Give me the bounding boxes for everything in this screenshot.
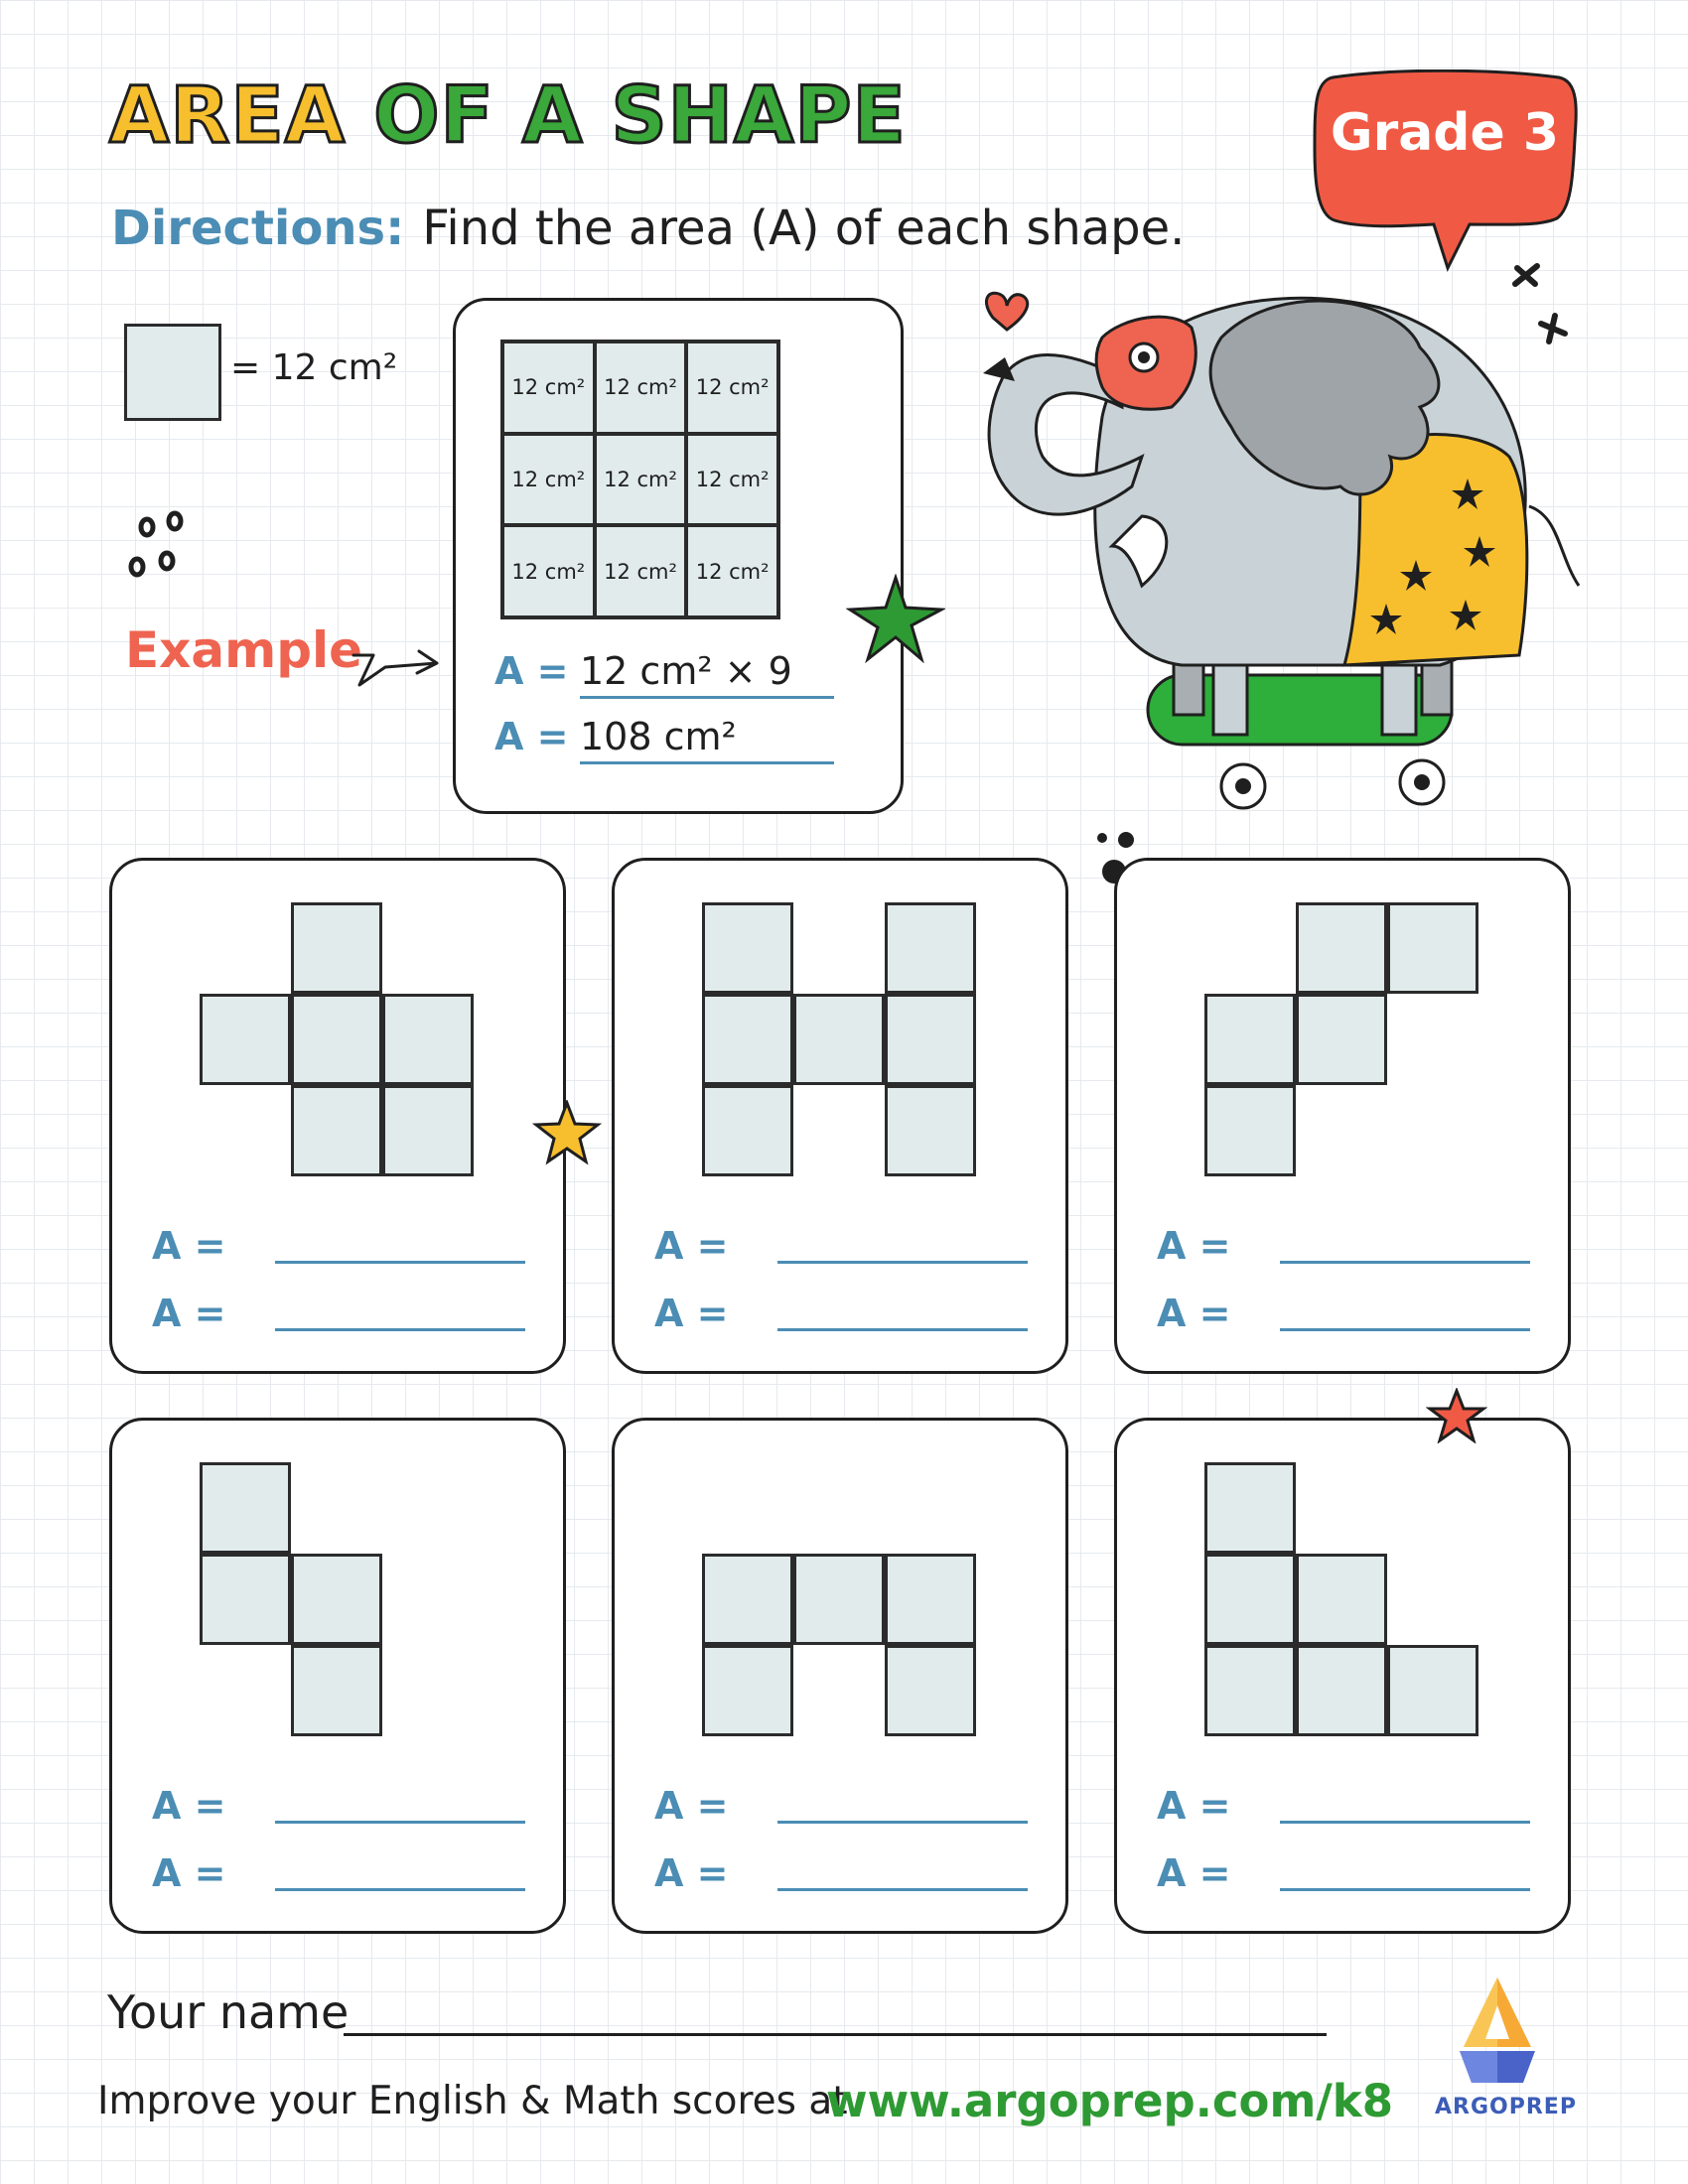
yellow-star-icon [532, 1100, 602, 1165]
speech-bubble-icon [1311, 69, 1579, 278]
shape-card-2 [612, 858, 1068, 1374]
shape-card-6 [1114, 1418, 1571, 1934]
answer-line[interactable] [1157, 1292, 1530, 1335]
answer-line[interactable] [1157, 1851, 1530, 1895]
dots-decoration-icon [117, 501, 197, 581]
answer-prefix: A = [1157, 1851, 1231, 1895]
legend-value: = 12 cm² [230, 347, 398, 388]
arrow-icon [346, 633, 445, 693]
page-title [109, 71, 907, 161]
red-star-icon [1426, 1388, 1487, 1443]
answer-prefix: A = [152, 1784, 226, 1828]
shape-card-3 [1114, 858, 1571, 1374]
example-line-2 [494, 715, 834, 758]
example-cell: 12 cm² [686, 434, 778, 526]
example-cell: 12 cm² [686, 525, 778, 617]
example-line-1-prefix: A = [494, 649, 569, 693]
answer-prefix: A = [1157, 1224, 1231, 1268]
answer-prefix: A = [152, 1851, 226, 1895]
example-cell: 12 cm² [595, 434, 687, 526]
answer-line[interactable] [1157, 1224, 1530, 1268]
example-cell: 12 cm² [595, 341, 687, 434]
elephant-illustration [923, 258, 1618, 814]
answer-prefix: A = [1157, 1292, 1231, 1335]
shape-card-4 [109, 1418, 566, 1934]
title-word-area: AREA [109, 71, 347, 161]
answer-prefix: A = [654, 1292, 729, 1335]
example-line-1 [494, 649, 834, 693]
answer-prefix: A = [152, 1224, 226, 1268]
example-cell: 12 cm² [595, 525, 687, 617]
answer-line[interactable] [152, 1292, 525, 1335]
grade-badge [1311, 69, 1579, 278]
grade-label: Grade 3 [1330, 103, 1560, 163]
answer-line[interactable] [1157, 1784, 1530, 1828]
name-label: Your name [107, 1985, 350, 2039]
answer-line[interactable] [152, 1851, 525, 1895]
example-line-2-value: 108 cm² [580, 715, 737, 758]
answer-line[interactable] [152, 1784, 525, 1828]
example-cell: 12 cm² [686, 341, 778, 434]
example-label: Example [125, 621, 363, 679]
example-cell: 12 cm² [502, 525, 595, 617]
answer-line[interactable] [654, 1784, 1028, 1828]
name-input-line[interactable] [344, 2033, 1327, 2036]
directions-text: Find the area (A) of each shape. [422, 201, 1186, 256]
answer-prefix: A = [152, 1292, 226, 1335]
answer-line[interactable] [654, 1224, 1028, 1268]
website-link[interactable]: www.argoprep.com/k8 [826, 2075, 1394, 2127]
brand-name: ARGOPREP [1435, 2095, 1577, 2119]
answer-prefix: A = [654, 1784, 729, 1828]
legend-square [124, 324, 221, 421]
answer-prefix: A = [1157, 1784, 1231, 1828]
directions [111, 201, 1185, 256]
example-cell: 12 cm² [502, 341, 595, 434]
title-word-of-a-shape: OF A SHAPE [373, 71, 907, 161]
example-grid [500, 340, 780, 619]
improve-text: Improve your English & Math scores at [97, 2079, 848, 2123]
directions-label: Directions: [111, 201, 405, 256]
shape-card-1 [109, 858, 566, 1374]
shape-card-5 [612, 1418, 1068, 1934]
example-cell: 12 cm² [502, 434, 595, 526]
answer-line[interactable] [152, 1224, 525, 1268]
answer-prefix: A = [654, 1224, 729, 1268]
example-line-2-prefix: A = [494, 715, 569, 758]
example-line-1-value: 12 cm² × 9 [580, 649, 792, 693]
argoprep-logo-icon [1456, 1976, 1539, 2091]
answer-line[interactable] [654, 1292, 1028, 1335]
answer-line[interactable] [654, 1851, 1028, 1895]
answer-prefix: A = [654, 1851, 729, 1895]
